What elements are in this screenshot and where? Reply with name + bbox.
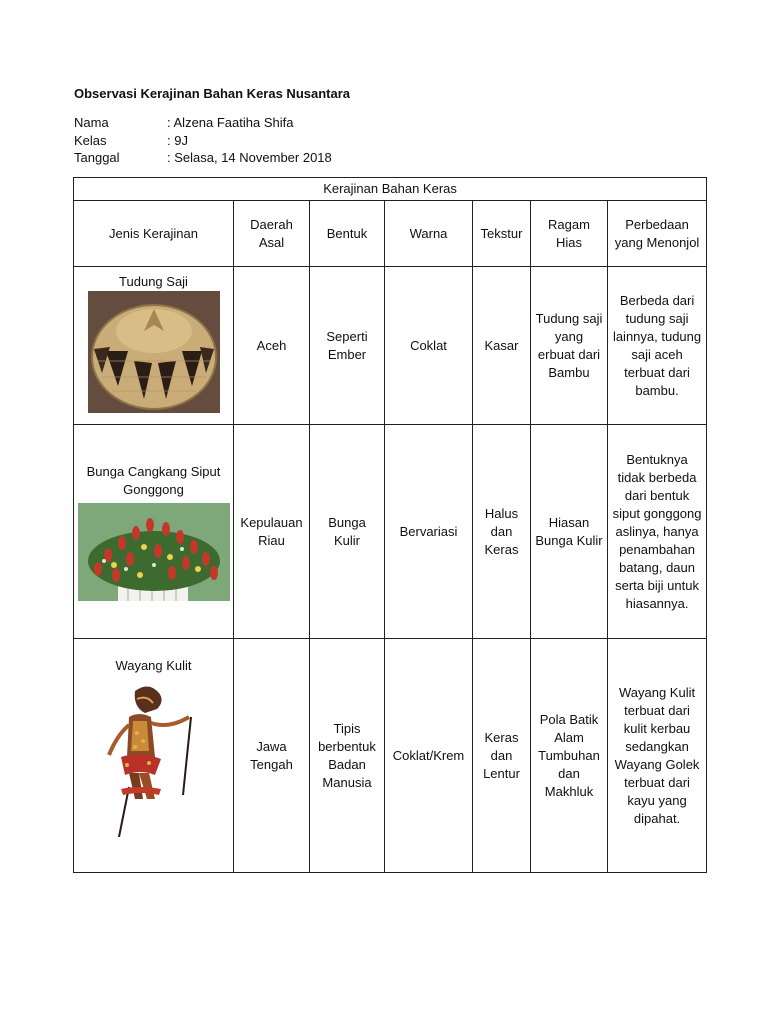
bunga-cangkang-photo xyxy=(78,503,230,601)
craft-cell xyxy=(74,267,234,425)
table-header-row xyxy=(74,201,707,267)
tekstur-cell: Halus dan Keras xyxy=(473,425,531,639)
daerah-cell: Kepulauan Riau xyxy=(234,425,310,639)
crafts-table xyxy=(73,177,707,873)
info-label: Kelas xyxy=(74,133,107,148)
craft-name: Tudung Saji xyxy=(119,274,188,289)
info-label: Nama xyxy=(74,115,109,130)
header-perbedaan: Perbedaan yang Menonjol xyxy=(608,201,707,267)
warna-cell: Coklat/Krem xyxy=(385,639,473,873)
ragam-cell: Tudung saji yang erbuat dari Bambu xyxy=(531,267,608,425)
wayang-kulit-photo xyxy=(99,677,209,837)
warna-cell: Bervariasi xyxy=(385,425,473,639)
tekstur-cell: Kasar xyxy=(473,267,531,425)
perbedaan-cell: Berbeda dari tudung saji lainnya, tudung saji aceh terbuat dari bambu. xyxy=(608,267,707,425)
bentuk-cell: Bunga Kulir xyxy=(310,425,385,639)
craft-name: Wayang Kulit xyxy=(115,658,192,673)
info-value: : Selasa, 14 November 2018 xyxy=(167,150,332,165)
info-kelas xyxy=(74,133,188,148)
header-ragam: Ragam Hias xyxy=(531,201,608,267)
table-row xyxy=(74,425,707,639)
info-label: Tanggal xyxy=(74,150,120,165)
table-caption: Kerajinan Bahan Keras xyxy=(74,178,707,201)
ragam-cell: Hiasan Bunga Kulir xyxy=(531,425,608,639)
info-nama xyxy=(74,115,293,130)
craft-cell xyxy=(74,639,234,873)
warna-cell: Coklat xyxy=(385,267,473,425)
perbedaan-cell: Bentuknya tidak berbeda dari bentuk siput gonggong aslinya, hanya penambahan batang, daun serta biji untuk hiasannya. xyxy=(608,425,707,639)
header-jenis: Jenis Kerajinan xyxy=(74,201,234,267)
daerah-cell: Aceh xyxy=(234,267,310,425)
header-tekstur: Tekstur xyxy=(473,201,531,267)
header-warna: Warna xyxy=(385,201,473,267)
bentuk-cell: Tipis berbentuk Badan Manusia xyxy=(310,639,385,873)
info-value: : Alzena Faatiha Shifa xyxy=(167,115,294,130)
tekstur-cell: Keras dan Lentur xyxy=(473,639,531,873)
table-row xyxy=(74,267,707,425)
craft-cell xyxy=(74,425,234,639)
daerah-cell: Jawa Tengah xyxy=(234,639,310,873)
bentuk-cell: Seperti Ember xyxy=(310,267,385,425)
header-bentuk: Bentuk xyxy=(310,201,385,267)
ragam-cell: Pola Batik Alam Tumbuhan dan Makhluk xyxy=(531,639,608,873)
craft-name: Bunga Cangkang Siput Gonggong xyxy=(86,463,221,497)
header-daerah: Daerah Asal xyxy=(234,201,310,267)
document-title: Observasi Kerajinan Bahan Keras Nusantara xyxy=(74,86,351,101)
info-tanggal xyxy=(74,150,332,165)
info-value: : 9J xyxy=(167,133,188,148)
perbedaan-cell: Wayang Kulit terbuat dari kulit kerbau sedangkan Wayang Golek terbuat dari kayu yang dipahat. xyxy=(608,639,707,873)
tudung-saji-photo xyxy=(88,291,220,413)
table-row xyxy=(74,639,707,873)
